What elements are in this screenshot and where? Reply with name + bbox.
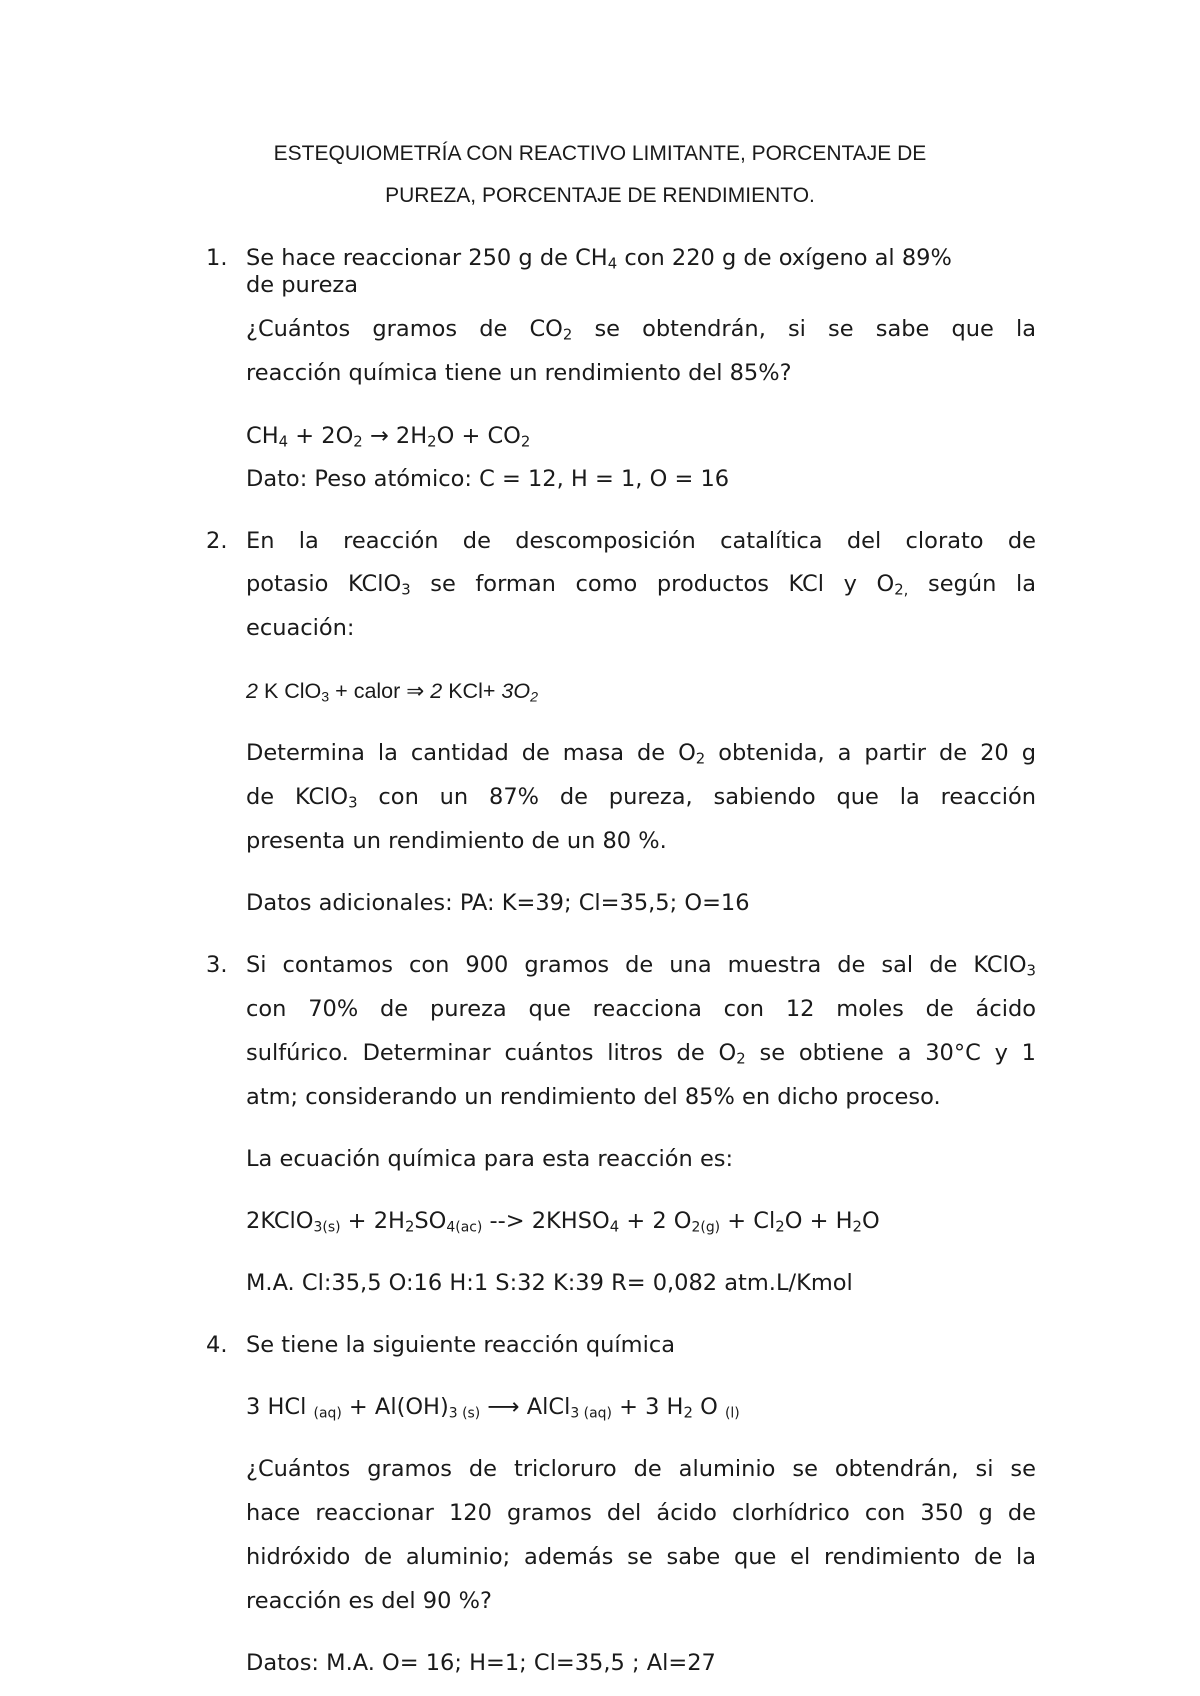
subscript: 3 xyxy=(348,793,358,812)
problem-1-ask-line-2: reacción química tiene un rendimiento del 85%? xyxy=(246,360,792,386)
subscript: 4 xyxy=(607,254,618,273)
problem-1-ask-line-1 xyxy=(246,308,1036,352)
subscript: 3 xyxy=(401,580,411,599)
text: + Cl xyxy=(720,1208,776,1234)
subscript: 2, xyxy=(894,580,909,599)
subscript: 3 xyxy=(321,689,330,706)
problem-2-determine-line-2 xyxy=(246,776,1036,820)
problem-2-number: 2. xyxy=(206,528,228,554)
problem-4-data: Datos: M.A. O= 16; H=1; Cl=35,5 ; Al=27 xyxy=(246,1650,716,1676)
subscript: 2 xyxy=(683,1403,693,1422)
text: KCl+ xyxy=(442,679,502,703)
text: CH xyxy=(246,423,279,449)
problem-2-determine-line-3: presenta un rendimiento de un 80 %. xyxy=(246,828,667,854)
text: según la xyxy=(908,571,1036,597)
problem-4-number: 4. xyxy=(206,1332,228,1358)
subscript: 2 xyxy=(520,432,531,451)
text: Si contamos con 900 gramos de una muestra de sal de KClO xyxy=(246,952,1027,978)
problem-3-line-1 xyxy=(246,944,1036,988)
problem-3-equation-intro: La ecuación química para esta reacción es: xyxy=(246,1146,734,1172)
problem-4-question-line-3: hidróxido de aluminio; además se sabe que el rendimiento de la xyxy=(246,1544,1036,1570)
text: O + H xyxy=(784,1208,853,1234)
subscript: 2 xyxy=(353,432,363,451)
text: con 220 g de oxígeno al 89% xyxy=(617,245,952,271)
subscript: 4 xyxy=(278,432,289,451)
text: de KClO xyxy=(246,784,349,810)
text: --> 2KHSO xyxy=(482,1208,610,1234)
text: obtenida, a partir de 20 g xyxy=(705,740,1036,766)
text: se obtiene a 30°C y 1 xyxy=(745,1040,1036,1066)
text: O + CO xyxy=(436,423,521,449)
text: 2KClO xyxy=(246,1208,314,1234)
subscript: (l) xyxy=(724,1405,740,1422)
coefficient: 3O xyxy=(501,679,531,703)
problem-1-equation xyxy=(246,415,1036,459)
problem-1-data: Dato: Peso atómico: C = 12, H = 1, O = 16 xyxy=(246,466,730,492)
problem-2-data: Datos adicionales: PA: K=39; Cl=35,5; O=16 xyxy=(246,890,750,916)
text: ⟶ AlCl xyxy=(480,1394,571,1420)
subscript: 2(g) xyxy=(691,1219,721,1236)
problem-4-equation xyxy=(246,1386,1036,1430)
text: 3 HCl xyxy=(246,1394,314,1420)
subscript: 4(ac) xyxy=(446,1219,483,1236)
subscript: (aq) xyxy=(313,1405,342,1422)
subscript: 3 (s) xyxy=(448,1405,481,1422)
text: Se hace reaccionar 250 g de CH xyxy=(246,245,608,271)
subscript: 2 xyxy=(736,1049,746,1068)
problem-1-number: 1. xyxy=(206,245,228,271)
problem-3-line-2: con 70% de pureza que reacciona con 12 moles de ácido xyxy=(246,996,1036,1022)
problem-3-atomic-masses: M.A. Cl:35,5 O:16 H:1 S:32 K:39 R= 0,082 atm.L/Kmol xyxy=(246,1270,853,1296)
problem-4-question-line-2: hace reaccionar 120 gramos del ácido clorhídrico con 350 g de xyxy=(246,1500,1036,1526)
document-title-line-2: PUREZA, PORCENTAJE DE RENDIMIENTO. xyxy=(385,184,815,207)
text: → 2H xyxy=(362,423,428,449)
text: sulfúrico. Determinar cuántos litros de O xyxy=(246,1040,737,1066)
text: con un 87% de pureza, sabiendo que la reacción xyxy=(357,784,1036,810)
text: ¿Cuántos gramos de CO xyxy=(246,316,563,342)
coefficient: 2 xyxy=(430,679,443,703)
problem-1-question-line-2: de pureza xyxy=(246,272,359,298)
text: + Al(OH) xyxy=(341,1394,449,1420)
text: potasio KClO xyxy=(246,571,402,597)
text: Determina la cantidad de masa de O xyxy=(246,740,696,766)
subscript: 4 xyxy=(609,1217,620,1236)
text: + calor ⇒ xyxy=(329,679,431,703)
subscript: 2 xyxy=(427,432,437,451)
problem-3-equation xyxy=(246,1200,1036,1244)
text: + 2O xyxy=(288,423,354,449)
problem-3-line-4: atm; considerando un rendimiento del 85% en dicho proceso. xyxy=(246,1084,941,1110)
subscript: 2 xyxy=(775,1217,785,1236)
subscript: 2 xyxy=(404,1217,415,1236)
subscript: 2 xyxy=(695,749,706,768)
problem-3-line-3 xyxy=(246,1032,1036,1076)
subscript: 2 xyxy=(530,689,538,706)
problem-4-question-line-1: ¿Cuántos gramos de tricloruro de aluminio se obtendrán, si se xyxy=(246,1456,1036,1482)
text: se obtendrán, si se sabe que la xyxy=(572,316,1037,342)
subscript: 2 xyxy=(852,1217,862,1236)
subscript: 3 (aq) xyxy=(570,1405,612,1422)
problem-3-number: 3. xyxy=(206,952,228,978)
document-title-line-1: ESTEQUIOMETRÍA CON REACTIVO LIMITANTE, PORCENTAJE DE xyxy=(273,142,927,165)
subscript: 3(s) xyxy=(313,1219,341,1236)
text: + 2H xyxy=(340,1208,405,1234)
problem-2-determine-line-1 xyxy=(246,732,1036,776)
text: O xyxy=(692,1394,725,1420)
problem-4-line-1: Se tiene la siguiente reacción química xyxy=(246,1332,676,1358)
text: SO xyxy=(414,1208,447,1234)
problem-2-line-1: En la reacción de descomposición catalítica del clorato de xyxy=(246,528,1036,554)
text: + 3 H xyxy=(611,1394,684,1420)
subscript: 3 xyxy=(1026,961,1036,980)
coefficient: 2 xyxy=(246,679,258,703)
problem-2-equation xyxy=(246,670,1036,714)
subscript: 2 xyxy=(562,325,573,344)
text: K ClO xyxy=(257,679,322,703)
text: se forman como productos KCl y O xyxy=(410,571,895,597)
text: + 2 O xyxy=(619,1208,692,1234)
problem-4-question-line-4: reacción es del 90 %? xyxy=(246,1588,492,1614)
text: O xyxy=(861,1208,880,1234)
problem-2-line-3: ecuación: xyxy=(246,615,355,641)
problem-2-line-2 xyxy=(246,563,1036,607)
